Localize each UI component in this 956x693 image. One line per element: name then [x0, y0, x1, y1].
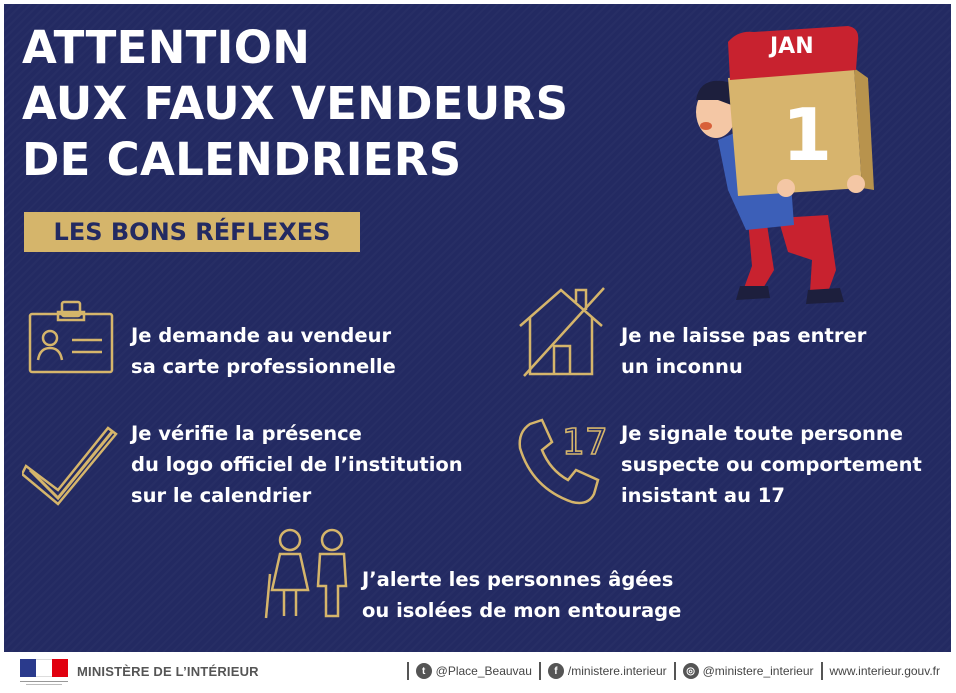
checkmark-icon	[22, 424, 120, 506]
reflex-verify-logo: Je vérifie la présence du logo officiel de l’institution sur le calendrier	[131, 422, 463, 507]
phone-17-icon	[512, 414, 612, 510]
divider	[407, 662, 409, 680]
footer-bar	[0, 652, 956, 693]
infographic-panel	[4, 4, 951, 652]
twitter-handle[interactable]: @Place_Beauvau	[435, 664, 532, 678]
instagram-handle[interactable]: @ministere_interieur	[702, 664, 814, 678]
divider	[539, 662, 541, 680]
reflex-ask-card: Je demande au vendeur sa carte professionnelle	[131, 324, 396, 378]
headline	[22, 20, 568, 188]
twitter-icon: t	[416, 663, 432, 679]
divider	[821, 662, 823, 680]
facebook-icon: f	[548, 663, 564, 679]
elderly-people-icon	[262, 524, 358, 622]
instagram-icon: ◎	[683, 663, 699, 679]
headline-line-1: ATTENTION	[22, 21, 311, 74]
id-card-icon	[26, 292, 118, 376]
calendar-month: JAN	[770, 34, 814, 59]
facebook-handle[interactable]: /ministere.interieur	[567, 664, 667, 678]
social-links	[400, 662, 940, 680]
reflex-no-entry: Je ne laisse pas entrer un inconnu	[621, 324, 867, 378]
divider	[674, 662, 676, 680]
reflex-report-17: Je signale toute personne suspecte ou comportement insistant au 17	[621, 422, 922, 507]
calendar-day: 1	[782, 93, 833, 177]
house-crossed-icon	[514, 282, 608, 378]
marianne-logo	[20, 659, 68, 677]
phone-number-label: 17	[562, 422, 608, 463]
headline-line-2: AUX FAUX VENDEURS	[22, 77, 569, 130]
reflex-alert-elderly: J’alerte les personnes âgées ou isolées de mon entourage	[362, 568, 682, 622]
website-link[interactable]: www.interieur.gouv.fr	[829, 664, 940, 678]
republic-motto-mark	[20, 679, 68, 687]
headline-line-3: DE CALENDRIERS	[22, 133, 462, 186]
man-carrying-calendar-illustration	[678, 20, 878, 310]
ministry-name: MINISTÈRE DE L’INTÉRIEUR	[77, 664, 259, 679]
good-reflexes-badge: LES BONS RÉFLEXES	[24, 212, 360, 252]
